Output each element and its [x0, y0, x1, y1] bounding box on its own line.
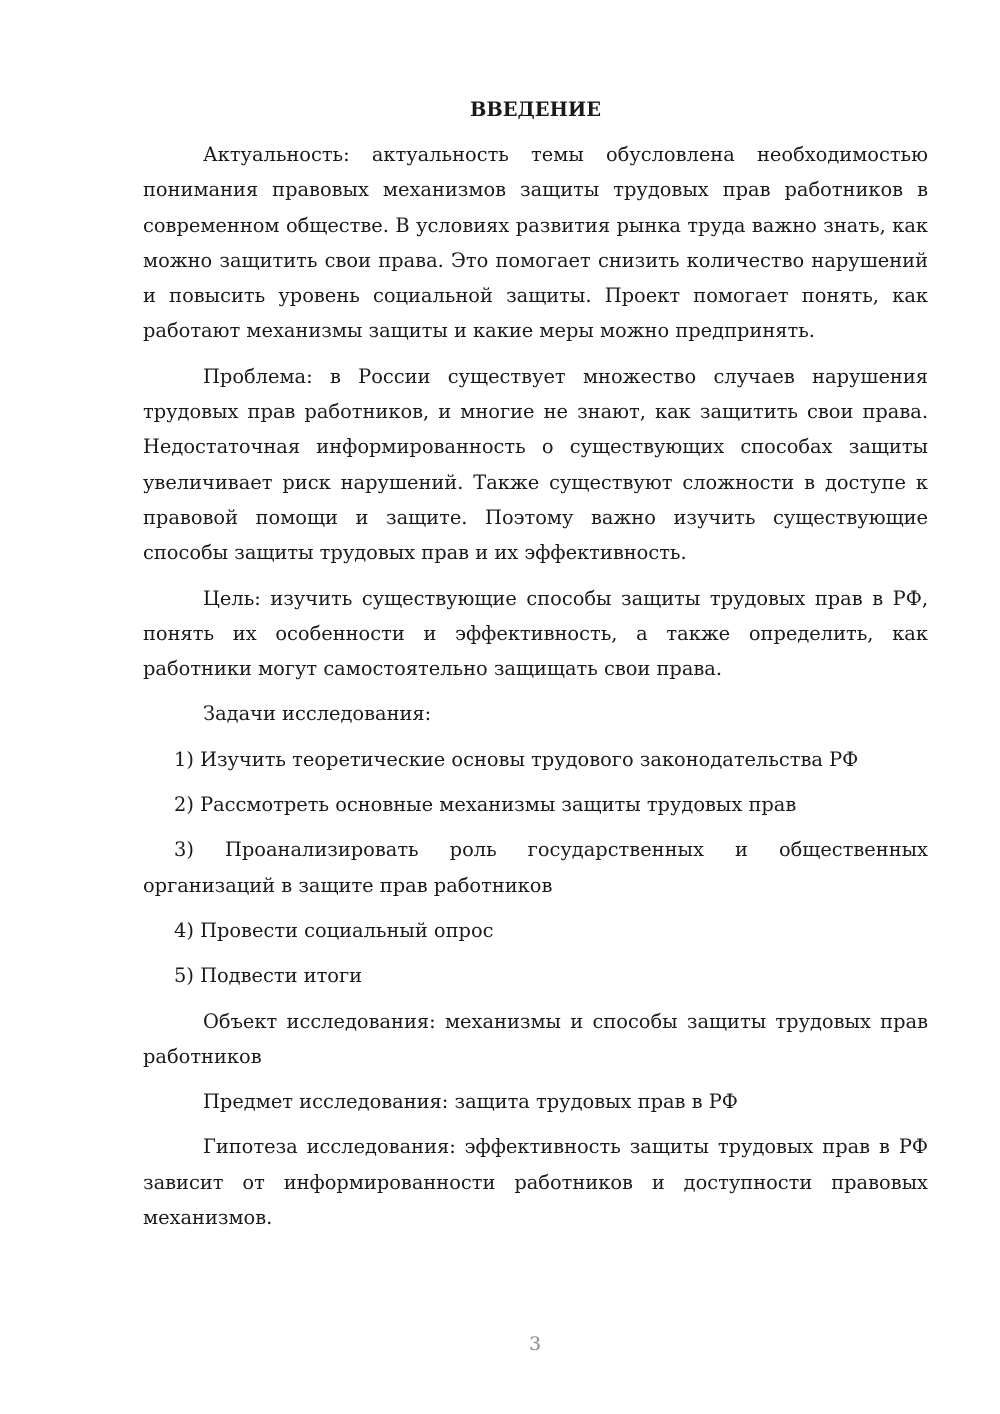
- goal-paragraph: Цель: изучить существующие способы защиты трудовых прав в РФ, понять их особенности и эффективность, а также определить, как работники могут самостоятельно защищать свои права.: [143, 586, 928, 681]
- task-item-5: 5) Подвести итоги: [174, 964, 363, 988]
- task-item-1: 1) Изучить теоретические основы трудового законодательства РФ: [174, 747, 859, 771]
- tasks-heading: Задачи исследования:: [203, 702, 432, 726]
- page-title: ВВЕДЕНИЕ: [469, 98, 601, 121]
- page-content: [143, 95, 928, 1245]
- task-item-3: 3) Проанализировать роль государственных и общественных организаций в защите прав работников: [143, 838, 928, 897]
- task-item-2: 2) Рассмотреть основные механизмы защиты трудовых прав: [174, 793, 797, 817]
- hypothesis-paragraph: Гипотеза исследования: эффективность защиты трудовых прав в РФ зависит от информированности работников и доступности правовых механизмов.: [143, 1135, 928, 1230]
- object-paragraph: Объект исследования: механизмы и способы защиты трудовых прав работников: [143, 1009, 928, 1068]
- task-item-4: 4) Провести социальный опрос: [174, 918, 494, 942]
- page-number: 3: [528, 1333, 542, 1355]
- problem-paragraph: Проблема: в России существует множество случаев нарушения трудовых прав работников, и многие не знают, как защитить свои права. Недостаточная информированность о существующих способах защиты увеличивает риск нарушений. Также существуют сложности в доступе к правовой помощи и защите. Поэтому важно изучить существующие способы защиты трудовых прав и их эффективность.: [143, 364, 928, 565]
- relevance-paragraph: Актуальность: актуальность темы обусловлена необходимостью понимания правовых механизмов защиты трудовых прав работников в современном обществе. В условиях развития рынка труда важно знать, как можно защитить свои права. Это помогает снизить количество нарушений и повысить уровень социальной защиты. Проект помогает понять, как работают механизмы защиты и какие меры можно предпринять.: [143, 143, 928, 343]
- subject-paragraph: Предмет исследования: защита трудовых прав в РФ: [203, 1090, 738, 1114]
